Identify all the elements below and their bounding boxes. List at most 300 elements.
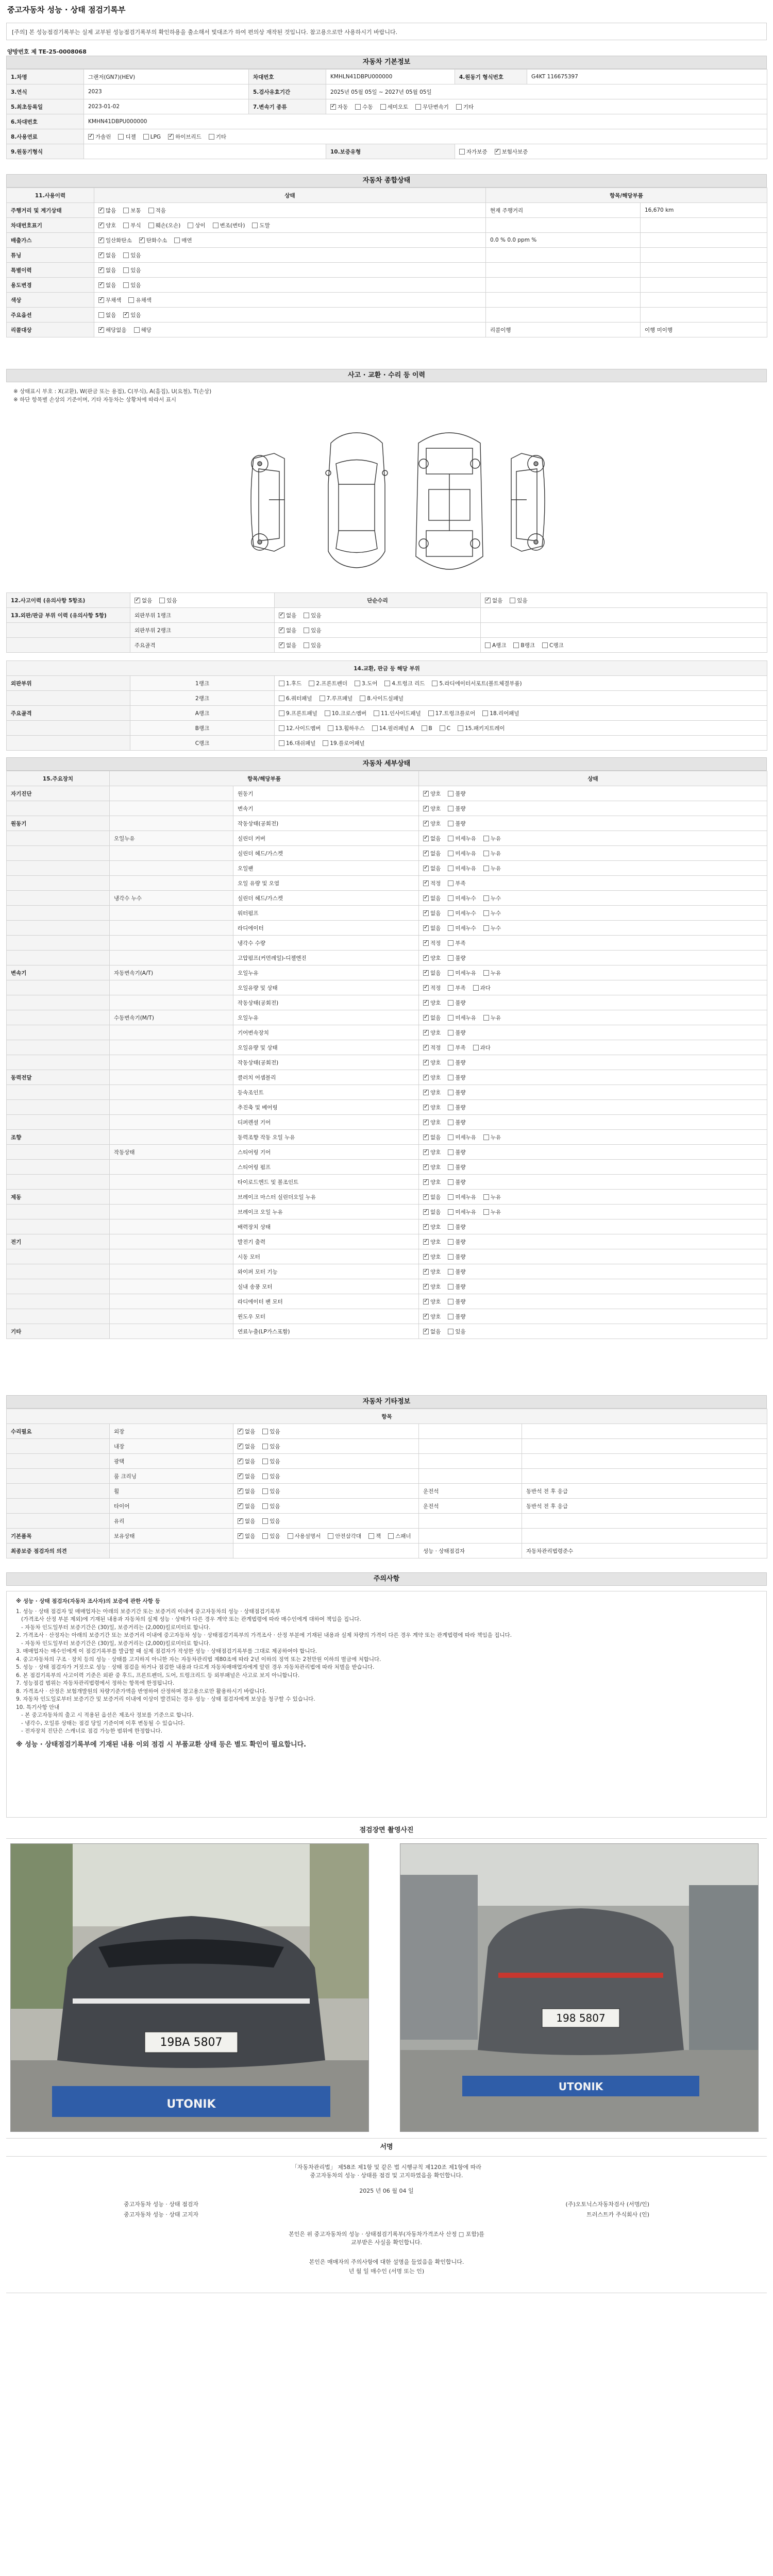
option[interactable] xyxy=(123,252,141,259)
option[interactable] xyxy=(213,223,245,229)
status-option[interactable]: ✓ 양호 xyxy=(423,1149,441,1156)
option[interactable] xyxy=(459,149,488,155)
checkbox-icon[interactable] xyxy=(423,1105,429,1110)
checkbox-icon[interactable] xyxy=(483,970,489,976)
checkbox-icon[interactable] xyxy=(448,1239,453,1245)
checkbox-icon[interactable] xyxy=(262,1473,268,1479)
checkbox-icon[interactable] xyxy=(423,1134,429,1140)
checkbox-icon[interactable] xyxy=(448,1060,453,1065)
option[interactable] xyxy=(134,327,152,333)
status-option[interactable]: ✓ 없음 xyxy=(238,1488,255,1495)
option[interactable] xyxy=(355,681,377,687)
status-option[interactable]: 과다 xyxy=(473,1045,491,1051)
status-option[interactable]: 있음 xyxy=(262,1503,280,1510)
checkbox-icon[interactable] xyxy=(123,282,129,288)
status-option[interactable]: ✓ 양호 xyxy=(423,1164,441,1171)
checkbox-icon[interactable] xyxy=(423,1045,429,1050)
checkbox-icon[interactable] xyxy=(542,642,548,648)
status-option[interactable]: 불량 xyxy=(448,1164,465,1171)
status-option[interactable]: 불량 xyxy=(448,1254,465,1260)
checkbox-icon[interactable] xyxy=(423,1209,429,1215)
status-option[interactable]: ✓ 없음 xyxy=(423,836,441,842)
checkbox-icon[interactable] xyxy=(238,1503,243,1509)
checkbox-icon[interactable] xyxy=(238,1444,243,1449)
option[interactable] xyxy=(98,238,132,244)
checkbox-icon[interactable] xyxy=(423,985,429,991)
checkbox-icon[interactable] xyxy=(262,1429,268,1434)
option[interactable] xyxy=(188,223,205,229)
option[interactable] xyxy=(432,681,522,687)
checkbox-icon[interactable] xyxy=(448,1164,453,1170)
checkbox-icon[interactable] xyxy=(448,985,453,991)
checkbox-icon[interactable] xyxy=(423,851,429,856)
checkbox-icon[interactable] xyxy=(448,836,453,841)
checkbox-icon[interactable] xyxy=(423,1000,429,1006)
checkbox-icon[interactable] xyxy=(374,710,379,716)
checkbox-icon[interactable] xyxy=(448,1329,453,1334)
status-option[interactable]: 안전삼각대 xyxy=(328,1533,361,1539)
status-option[interactable]: ✓ 없음 xyxy=(423,910,441,917)
status-option[interactable]: 미세누유 xyxy=(448,836,476,842)
status-option[interactable]: 불량 xyxy=(448,1284,465,1290)
checkbox-icon[interactable] xyxy=(448,970,453,976)
checkbox-icon[interactable] xyxy=(423,866,429,871)
status-option[interactable]: 누유 xyxy=(483,866,501,872)
status-option[interactable]: ✓ 없음 xyxy=(423,1194,441,1200)
status-option[interactable]: ✓ 양호 xyxy=(423,1179,441,1185)
status-option[interactable]: ✓ 양호 xyxy=(423,1060,441,1066)
status-option[interactable]: 누유 xyxy=(483,1134,501,1141)
option[interactable] xyxy=(380,104,409,110)
status-option[interactable]: 미세누수 xyxy=(448,925,476,931)
status-option[interactable]: ✓ 적정 xyxy=(423,880,441,887)
status-option[interactable]: ✓ 없음 xyxy=(238,1459,255,1465)
status-option[interactable]: ✓ 없음 xyxy=(423,1329,441,1335)
checkbox-icon[interactable] xyxy=(309,681,314,686)
checkbox-icon[interactable] xyxy=(238,1429,243,1434)
checkbox-icon[interactable] xyxy=(209,134,214,140)
option[interactable] xyxy=(98,223,116,229)
checkbox-icon[interactable] xyxy=(448,895,453,901)
checkbox-icon[interactable] xyxy=(262,1518,268,1524)
option[interactable] xyxy=(123,312,141,318)
checkbox-icon[interactable] xyxy=(423,1269,429,1275)
status-option[interactable]: 불량 xyxy=(448,1314,465,1320)
option[interactable] xyxy=(304,628,321,634)
checkbox-icon[interactable] xyxy=(448,1030,453,1036)
checkbox-icon[interactable] xyxy=(325,710,330,716)
status-option[interactable]: 미세누유 xyxy=(448,970,476,976)
checkbox-icon[interactable] xyxy=(448,1134,453,1140)
checkbox-icon[interactable] xyxy=(380,104,386,110)
status-option[interactable]: ✓ 적정 xyxy=(423,940,441,946)
status-option[interactable]: ✓ 적정 xyxy=(423,1045,441,1051)
status-option[interactable]: ✓ 없음 xyxy=(423,925,441,931)
option[interactable] xyxy=(482,710,519,717)
checkbox-icon[interactable] xyxy=(423,821,429,826)
checkbox-icon[interactable] xyxy=(262,1503,268,1509)
checkbox-icon[interactable] xyxy=(423,1075,429,1080)
status-option[interactable]: 부족 xyxy=(448,940,465,946)
checkbox-icon[interactable] xyxy=(482,710,488,716)
status-option[interactable]: 누유 xyxy=(483,970,501,976)
checkbox-icon[interactable] xyxy=(483,910,489,916)
checkbox-icon[interactable] xyxy=(423,1030,429,1036)
checkbox-icon[interactable] xyxy=(448,1299,453,1304)
checkbox-icon[interactable] xyxy=(448,791,453,796)
status-option[interactable]: ✓ 양호 xyxy=(423,1239,441,1245)
status-option[interactable]: ✓ 양호 xyxy=(423,1000,441,1006)
status-option[interactable]: 잭 xyxy=(368,1533,381,1539)
checkbox-icon[interactable] xyxy=(423,806,429,811)
option[interactable] xyxy=(415,104,449,110)
option[interactable] xyxy=(98,267,116,274)
checkbox-icon[interactable] xyxy=(328,1533,333,1539)
status-option[interactable]: 있음 xyxy=(262,1459,280,1465)
checkbox-icon[interactable] xyxy=(188,223,193,228)
status-option[interactable]: ✓ 양호 xyxy=(423,791,441,797)
checkbox-icon[interactable] xyxy=(252,223,258,228)
checkbox-icon[interactable] xyxy=(279,696,284,701)
status-option[interactable]: 스패너 xyxy=(388,1533,411,1539)
checkbox-icon[interactable] xyxy=(448,955,453,961)
option[interactable] xyxy=(209,134,226,140)
checkbox-icon[interactable] xyxy=(448,1284,453,1290)
checkbox-icon[interactable] xyxy=(123,267,129,273)
option[interactable] xyxy=(309,681,347,687)
status-option[interactable]: 누수 xyxy=(483,895,501,902)
checkbox-icon[interactable] xyxy=(423,1090,429,1095)
option[interactable] xyxy=(323,740,364,747)
status-option[interactable]: ✓ 없음 xyxy=(423,1209,441,1215)
checkbox-icon[interactable] xyxy=(355,681,360,686)
checkbox-icon[interactable] xyxy=(448,1000,453,1006)
checkbox-icon[interactable] xyxy=(423,1120,429,1125)
status-option[interactable]: 불량 xyxy=(448,1299,465,1305)
status-option[interactable]: ✓ 양호 xyxy=(423,1090,441,1096)
checkbox-icon[interactable] xyxy=(423,1284,429,1290)
checkbox-icon[interactable] xyxy=(473,985,479,991)
checkbox-icon[interactable] xyxy=(238,1459,243,1464)
status-option[interactable]: ✓ 없음 xyxy=(238,1518,255,1524)
checkbox-icon[interactable] xyxy=(423,895,429,901)
option[interactable] xyxy=(325,710,366,717)
checkbox-icon[interactable] xyxy=(423,1164,429,1170)
option[interactable] xyxy=(279,725,321,732)
status-option[interactable]: 미세누유 xyxy=(448,1015,476,1021)
option[interactable] xyxy=(355,104,373,110)
checkbox-icon[interactable] xyxy=(423,1179,429,1185)
checkbox-icon[interactable] xyxy=(448,1149,453,1155)
checkbox-icon[interactable] xyxy=(423,1254,429,1260)
checkbox-icon[interactable] xyxy=(448,1045,453,1050)
option[interactable] xyxy=(123,267,141,274)
status-option[interactable]: ✓ 없음 xyxy=(423,851,441,857)
checkbox-icon[interactable] xyxy=(448,821,453,826)
status-option[interactable]: 누유 xyxy=(483,1194,501,1200)
checkbox-icon[interactable] xyxy=(320,696,325,701)
checkbox-icon[interactable] xyxy=(423,925,429,931)
status-option[interactable]: ✓ 양호 xyxy=(423,1284,441,1290)
status-option[interactable]: ✓ 양호 xyxy=(423,1314,441,1320)
option[interactable] xyxy=(510,598,527,604)
option[interactable] xyxy=(118,134,136,140)
checkbox-icon[interactable] xyxy=(448,910,453,916)
status-option[interactable]: 있음 xyxy=(262,1533,280,1539)
checkbox-icon[interactable] xyxy=(448,880,453,886)
option[interactable] xyxy=(279,613,296,619)
checkbox-icon[interactable] xyxy=(473,1045,479,1050)
checkbox-icon[interactable] xyxy=(423,940,429,946)
checkbox-icon[interactable] xyxy=(355,104,361,110)
checkbox-icon[interactable] xyxy=(483,866,489,871)
checkbox-icon[interactable] xyxy=(262,1533,268,1539)
checkbox-icon[interactable] xyxy=(262,1488,268,1494)
status-option[interactable]: ✓ 양호 xyxy=(423,1224,441,1230)
checkbox-icon[interactable] xyxy=(483,1015,489,1021)
checkbox-icon[interactable] xyxy=(448,940,453,946)
checkbox-icon[interactable] xyxy=(483,895,489,901)
option[interactable] xyxy=(428,710,476,717)
checkbox-icon[interactable] xyxy=(98,252,104,258)
option[interactable] xyxy=(279,642,296,649)
checkbox-icon[interactable] xyxy=(372,725,378,731)
status-option[interactable]: ✓ 양호 xyxy=(423,1269,441,1275)
status-option[interactable]: ✓ 없음 xyxy=(238,1473,255,1480)
status-option[interactable]: 사용설명서 xyxy=(288,1533,321,1539)
status-option[interactable]: 미세누유 xyxy=(448,1134,476,1141)
checkbox-icon[interactable] xyxy=(415,104,421,110)
status-option[interactable]: ✓ 양호 xyxy=(423,821,441,827)
status-option[interactable]: 불량 xyxy=(448,1120,465,1126)
option[interactable] xyxy=(374,710,421,717)
option[interactable] xyxy=(279,740,315,747)
checkbox-icon[interactable] xyxy=(513,642,519,648)
checkbox-icon[interactable] xyxy=(483,1209,489,1215)
option[interactable] xyxy=(320,696,353,702)
checkbox-icon[interactable] xyxy=(448,851,453,856)
status-option[interactable]: 불량 xyxy=(448,1105,465,1111)
status-option[interactable]: 불량 xyxy=(448,1090,465,1096)
checkbox-icon[interactable] xyxy=(304,628,309,633)
checkbox-icon[interactable] xyxy=(148,208,154,213)
checkbox-icon[interactable] xyxy=(458,725,463,731)
status-option[interactable]: ✓ 없음 xyxy=(423,866,441,872)
checkbox-icon[interactable] xyxy=(448,1269,453,1275)
checkbox-icon[interactable] xyxy=(423,1299,429,1304)
option[interactable] xyxy=(485,598,502,604)
checkbox-icon[interactable] xyxy=(423,791,429,796)
checkbox-icon[interactable] xyxy=(423,1194,429,1200)
status-option[interactable]: ✓ 없음 xyxy=(238,1444,255,1450)
checkbox-icon[interactable] xyxy=(432,681,438,686)
status-option[interactable]: ✓ 양호 xyxy=(423,1120,441,1126)
status-option[interactable]: ✓ 적정 xyxy=(423,985,441,991)
status-option[interactable]: 불량 xyxy=(448,1075,465,1081)
checkbox-icon[interactable] xyxy=(98,238,104,243)
checkbox-icon[interactable] xyxy=(123,208,129,213)
checkbox-icon[interactable] xyxy=(448,925,453,931)
status-option[interactable]: 누유 xyxy=(483,1209,501,1215)
checkbox-icon[interactable] xyxy=(134,327,140,333)
checkbox-icon[interactable] xyxy=(323,740,328,746)
checkbox-icon[interactable] xyxy=(135,598,140,603)
option[interactable] xyxy=(304,613,321,619)
status-option[interactable]: 불량 xyxy=(448,955,465,961)
status-option[interactable]: 미세누유 xyxy=(448,1194,476,1200)
checkbox-icon[interactable] xyxy=(448,1105,453,1110)
status-option[interactable]: ✓ 양호 xyxy=(423,1254,441,1260)
option[interactable] xyxy=(456,104,474,110)
checkbox-icon[interactable] xyxy=(448,1015,453,1021)
checkbox-icon[interactable] xyxy=(495,149,500,155)
status-option[interactable]: ✓ 양호 xyxy=(423,955,441,961)
checkbox-icon[interactable] xyxy=(98,312,104,318)
status-option[interactable]: 누수 xyxy=(483,910,501,917)
checkbox-icon[interactable] xyxy=(423,836,429,841)
checkbox-icon[interactable] xyxy=(448,1224,453,1230)
status-option[interactable]: 불량 xyxy=(448,1060,465,1066)
option[interactable] xyxy=(328,725,364,732)
checkbox-icon[interactable] xyxy=(423,910,429,916)
status-option[interactable]: 불량 xyxy=(448,791,465,797)
status-option[interactable]: 불량 xyxy=(448,1000,465,1006)
status-option[interactable]: ✓ 양호 xyxy=(423,1299,441,1305)
option[interactable] xyxy=(330,104,348,110)
status-option[interactable]: 있음 xyxy=(262,1473,280,1480)
status-option[interactable]: 부족 xyxy=(448,1045,465,1051)
checkbox-icon[interactable] xyxy=(279,740,284,746)
option[interactable] xyxy=(88,134,111,140)
checkbox-icon[interactable] xyxy=(279,681,284,686)
checkbox-icon[interactable] xyxy=(448,1194,453,1200)
status-option[interactable]: 불량 xyxy=(448,1269,465,1275)
checkbox-icon[interactable] xyxy=(483,1194,489,1200)
status-option[interactable]: 과다 xyxy=(473,985,491,991)
status-option[interactable]: 누유 xyxy=(483,836,501,842)
option[interactable] xyxy=(148,223,181,229)
status-option[interactable]: ✓ 없음 xyxy=(423,1134,441,1141)
checkbox-icon[interactable] xyxy=(384,681,390,686)
status-option[interactable]: 누수 xyxy=(483,925,501,931)
option[interactable] xyxy=(513,642,535,649)
option[interactable] xyxy=(252,223,270,229)
status-option[interactable]: 불량 xyxy=(448,1030,465,1036)
checkbox-icon[interactable] xyxy=(88,134,94,140)
status-option[interactable]: 미세누유 xyxy=(448,866,476,872)
checkbox-icon[interactable] xyxy=(279,725,284,731)
checkbox-icon[interactable] xyxy=(510,598,515,603)
option[interactable] xyxy=(98,327,127,333)
checkbox-icon[interactable] xyxy=(174,238,180,243)
checkbox-icon[interactable] xyxy=(423,1314,429,1319)
checkbox-icon[interactable] xyxy=(123,252,129,258)
checkbox-icon[interactable] xyxy=(448,806,453,811)
checkbox-icon[interactable] xyxy=(423,1060,429,1065)
status-option[interactable]: 있음 xyxy=(262,1488,280,1495)
status-option[interactable]: 불량 xyxy=(448,1179,465,1185)
checkbox-icon[interactable] xyxy=(139,238,145,243)
checkbox-icon[interactable] xyxy=(428,710,434,716)
option[interactable] xyxy=(279,696,312,702)
option[interactable] xyxy=(98,252,116,259)
checkbox-icon[interactable] xyxy=(98,267,104,273)
option[interactable] xyxy=(384,681,425,687)
status-option[interactable]: 있음 xyxy=(448,1329,465,1335)
checkbox-icon[interactable] xyxy=(148,223,154,228)
status-option[interactable]: 불량 xyxy=(448,1224,465,1230)
status-option[interactable]: ✓ 양호 xyxy=(423,806,441,812)
option[interactable] xyxy=(485,642,506,649)
checkbox-icon[interactable] xyxy=(440,725,445,731)
checkbox-icon[interactable] xyxy=(304,642,309,648)
checkbox-icon[interactable] xyxy=(423,880,429,886)
status-option[interactable]: ✓ 없음 xyxy=(238,1533,255,1539)
status-option[interactable]: ✓ 없음 xyxy=(423,1015,441,1021)
option[interactable] xyxy=(98,312,116,318)
checkbox-icon[interactable] xyxy=(448,1209,453,1215)
checkbox-icon[interactable] xyxy=(98,297,104,303)
option[interactable] xyxy=(458,725,505,732)
status-option[interactable]: 불량 xyxy=(448,806,465,812)
checkbox-icon[interactable] xyxy=(98,208,104,213)
option[interactable] xyxy=(139,238,167,244)
checkbox-icon[interactable] xyxy=(483,851,489,856)
checkbox-icon[interactable] xyxy=(456,104,462,110)
option[interactable] xyxy=(123,208,141,214)
option[interactable] xyxy=(174,238,192,244)
status-option[interactable]: 부족 xyxy=(448,880,465,887)
checkbox-icon[interactable] xyxy=(143,134,149,140)
checkbox-icon[interactable] xyxy=(279,628,284,633)
checkbox-icon[interactable] xyxy=(123,312,129,318)
checkbox-icon[interactable] xyxy=(423,1015,429,1021)
status-option[interactable]: ✓ 양호 xyxy=(423,1030,441,1036)
status-option[interactable]: 불량 xyxy=(448,821,465,827)
checkbox-icon[interactable] xyxy=(448,866,453,871)
checkbox-icon[interactable] xyxy=(483,925,489,931)
status-option[interactable]: 누유 xyxy=(483,1015,501,1021)
option[interactable] xyxy=(360,696,404,702)
option[interactable] xyxy=(123,223,141,229)
status-option[interactable]: 불량 xyxy=(448,1239,465,1245)
status-option[interactable]: ✓ 없음 xyxy=(238,1429,255,1435)
status-option[interactable]: 미세누수 xyxy=(448,910,476,917)
status-option[interactable]: 있음 xyxy=(262,1518,280,1524)
checkbox-icon[interactable] xyxy=(448,1120,453,1125)
checkbox-icon[interactable] xyxy=(238,1533,243,1539)
checkbox-icon[interactable] xyxy=(459,149,465,155)
status-option[interactable]: 미세누유 xyxy=(448,1209,476,1215)
checkbox-icon[interactable] xyxy=(328,725,333,731)
option[interactable] xyxy=(495,149,528,155)
status-option[interactable]: 누유 xyxy=(483,851,501,857)
checkbox-icon[interactable] xyxy=(422,725,427,731)
checkbox-icon[interactable] xyxy=(288,1533,293,1539)
checkbox-icon[interactable] xyxy=(238,1518,243,1524)
option[interactable] xyxy=(128,297,151,303)
checkbox-icon[interactable] xyxy=(238,1473,243,1479)
checkbox-icon[interactable] xyxy=(262,1459,268,1464)
option[interactable] xyxy=(98,208,116,214)
checkbox-icon[interactable] xyxy=(213,223,219,228)
checkbox-icon[interactable] xyxy=(98,223,104,228)
option[interactable] xyxy=(279,628,296,634)
checkbox-icon[interactable] xyxy=(123,223,129,228)
checkbox-icon[interactable] xyxy=(485,642,491,648)
checkbox-icon[interactable] xyxy=(423,1149,429,1155)
checkbox-icon[interactable] xyxy=(448,1254,453,1260)
